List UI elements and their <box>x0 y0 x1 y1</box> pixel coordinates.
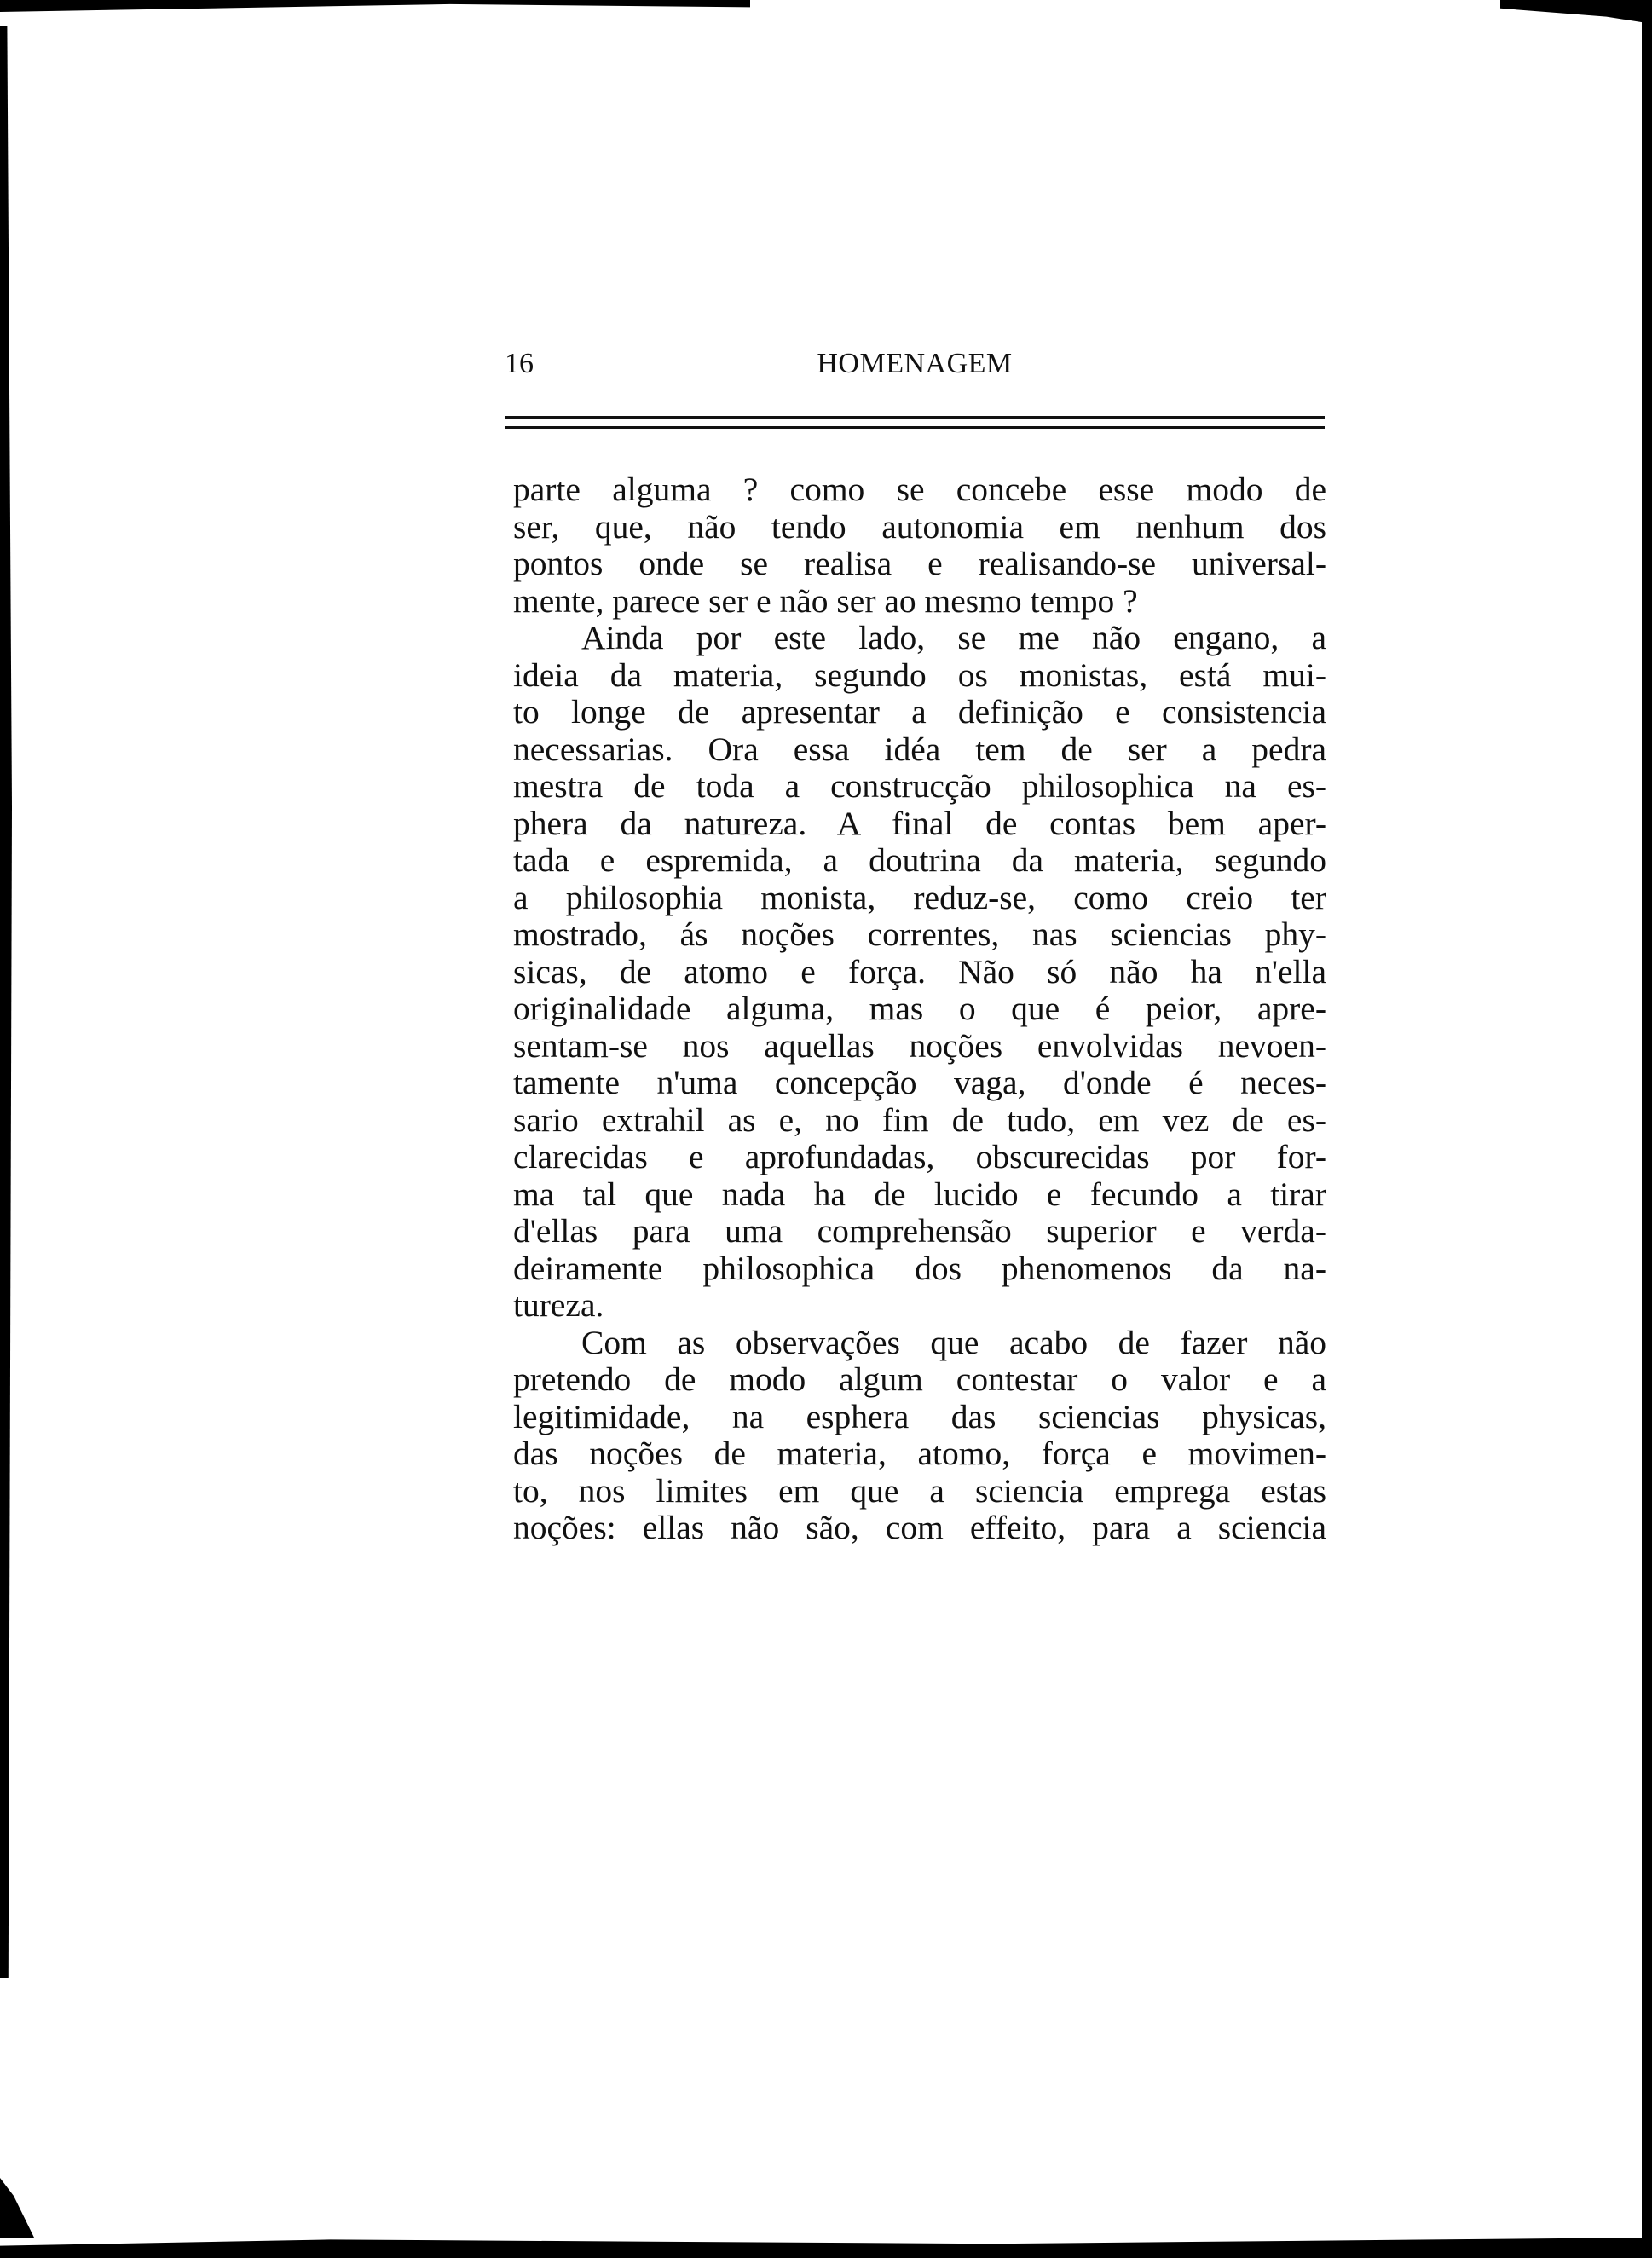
scan-border-right <box>1642 17 1652 2258</box>
text-line: Com as observações que acabo de fazer não <box>581 1323 1326 1361</box>
header-rule-bottom <box>505 426 1325 429</box>
scan-border-top <box>0 0 750 12</box>
text-line: legitimidade, na esphera das sciencias physicas, <box>513 1397 1326 1435</box>
scan-border-bottom-corner <box>0 2178 34 2238</box>
text-line: tureza. <box>513 1286 604 1324</box>
text-line: Ainda por este lado, se me não engano, a <box>581 619 1326 656</box>
text-line: pontos onde se realisa e realisando-se universal- <box>513 545 1326 582</box>
text-line: phera da natureza. A final de contas bem aper- <box>513 804 1326 842</box>
text-line: pretendo de modo algum contestar o valor e a <box>513 1360 1326 1398</box>
text-line: necessarias. Ora essa idéa tem de ser a pedra <box>513 730 1326 768</box>
text-line: ideia da materia, segundo os monistas, está mui- <box>513 655 1326 694</box>
text-line: originalidade alguma, mas o que é peior, apre- <box>513 990 1326 1027</box>
scan-border-left <box>0 26 12 1978</box>
text-line: mostrado, ás noções correntes, nas sciencias phy- <box>513 915 1326 953</box>
text-line: ser, que, não tendo autonomia em nenhum dos <box>513 507 1326 546</box>
body-text <box>513 471 1326 1547</box>
scan-border-top-right <box>1500 0 1652 24</box>
text-line: tada e espremida, a doutrina da materia, segundo <box>513 841 1326 879</box>
text-line: parte alguma ? como se concebe esse modo de <box>513 471 1326 508</box>
text-line: to, nos limites em que a sciencia emprega estas <box>513 1471 1326 1510</box>
text-line: a philosophia monista, reduz-se, como creio ter <box>513 878 1326 916</box>
text-line: mestra de toda a construcção philosophica na es- <box>513 767 1326 805</box>
scan-border-bottom <box>0 2238 1652 2258</box>
running-title: HOMENAGEM <box>817 348 1013 379</box>
page-header <box>505 348 1325 390</box>
text-line: sario extrahil as e, no fim de tudo, em vez de es- <box>513 1100 1326 1139</box>
page-number: 16 <box>505 348 534 379</box>
header-rule-top <box>505 416 1325 419</box>
text-line: clarecidas e aprofundadas, obscurecidas por for- <box>513 1138 1326 1175</box>
text-line: to longe de apresentar a definição e consistencia <box>513 693 1326 731</box>
text-line: das noções de materia, atomo, força e movimen- <box>513 1435 1326 1472</box>
text-line: sicas, de atomo e força. Não só não ha n'ella <box>513 952 1326 990</box>
text-line: d'ellas para uma comprehensão superior e verda- <box>513 1212 1326 1250</box>
text-line: deiramente philosophica dos phenomenos da na- <box>513 1249 1326 1287</box>
text-line: tamente n'uma concepção vaga, d'onde é neces- <box>513 1064 1326 1101</box>
text-line: mente, parece ser e não ser ao mesmo tempo ? <box>513 581 1138 620</box>
text-line: ma tal que nada ha de lucido e fecundo a tirar <box>513 1175 1326 1213</box>
text-line: noções: ellas não são, com effeito, para a sciencia <box>513 1509 1326 1546</box>
text-line: sentam-se nos aquellas noções envolvidas nevoen- <box>513 1026 1326 1065</box>
